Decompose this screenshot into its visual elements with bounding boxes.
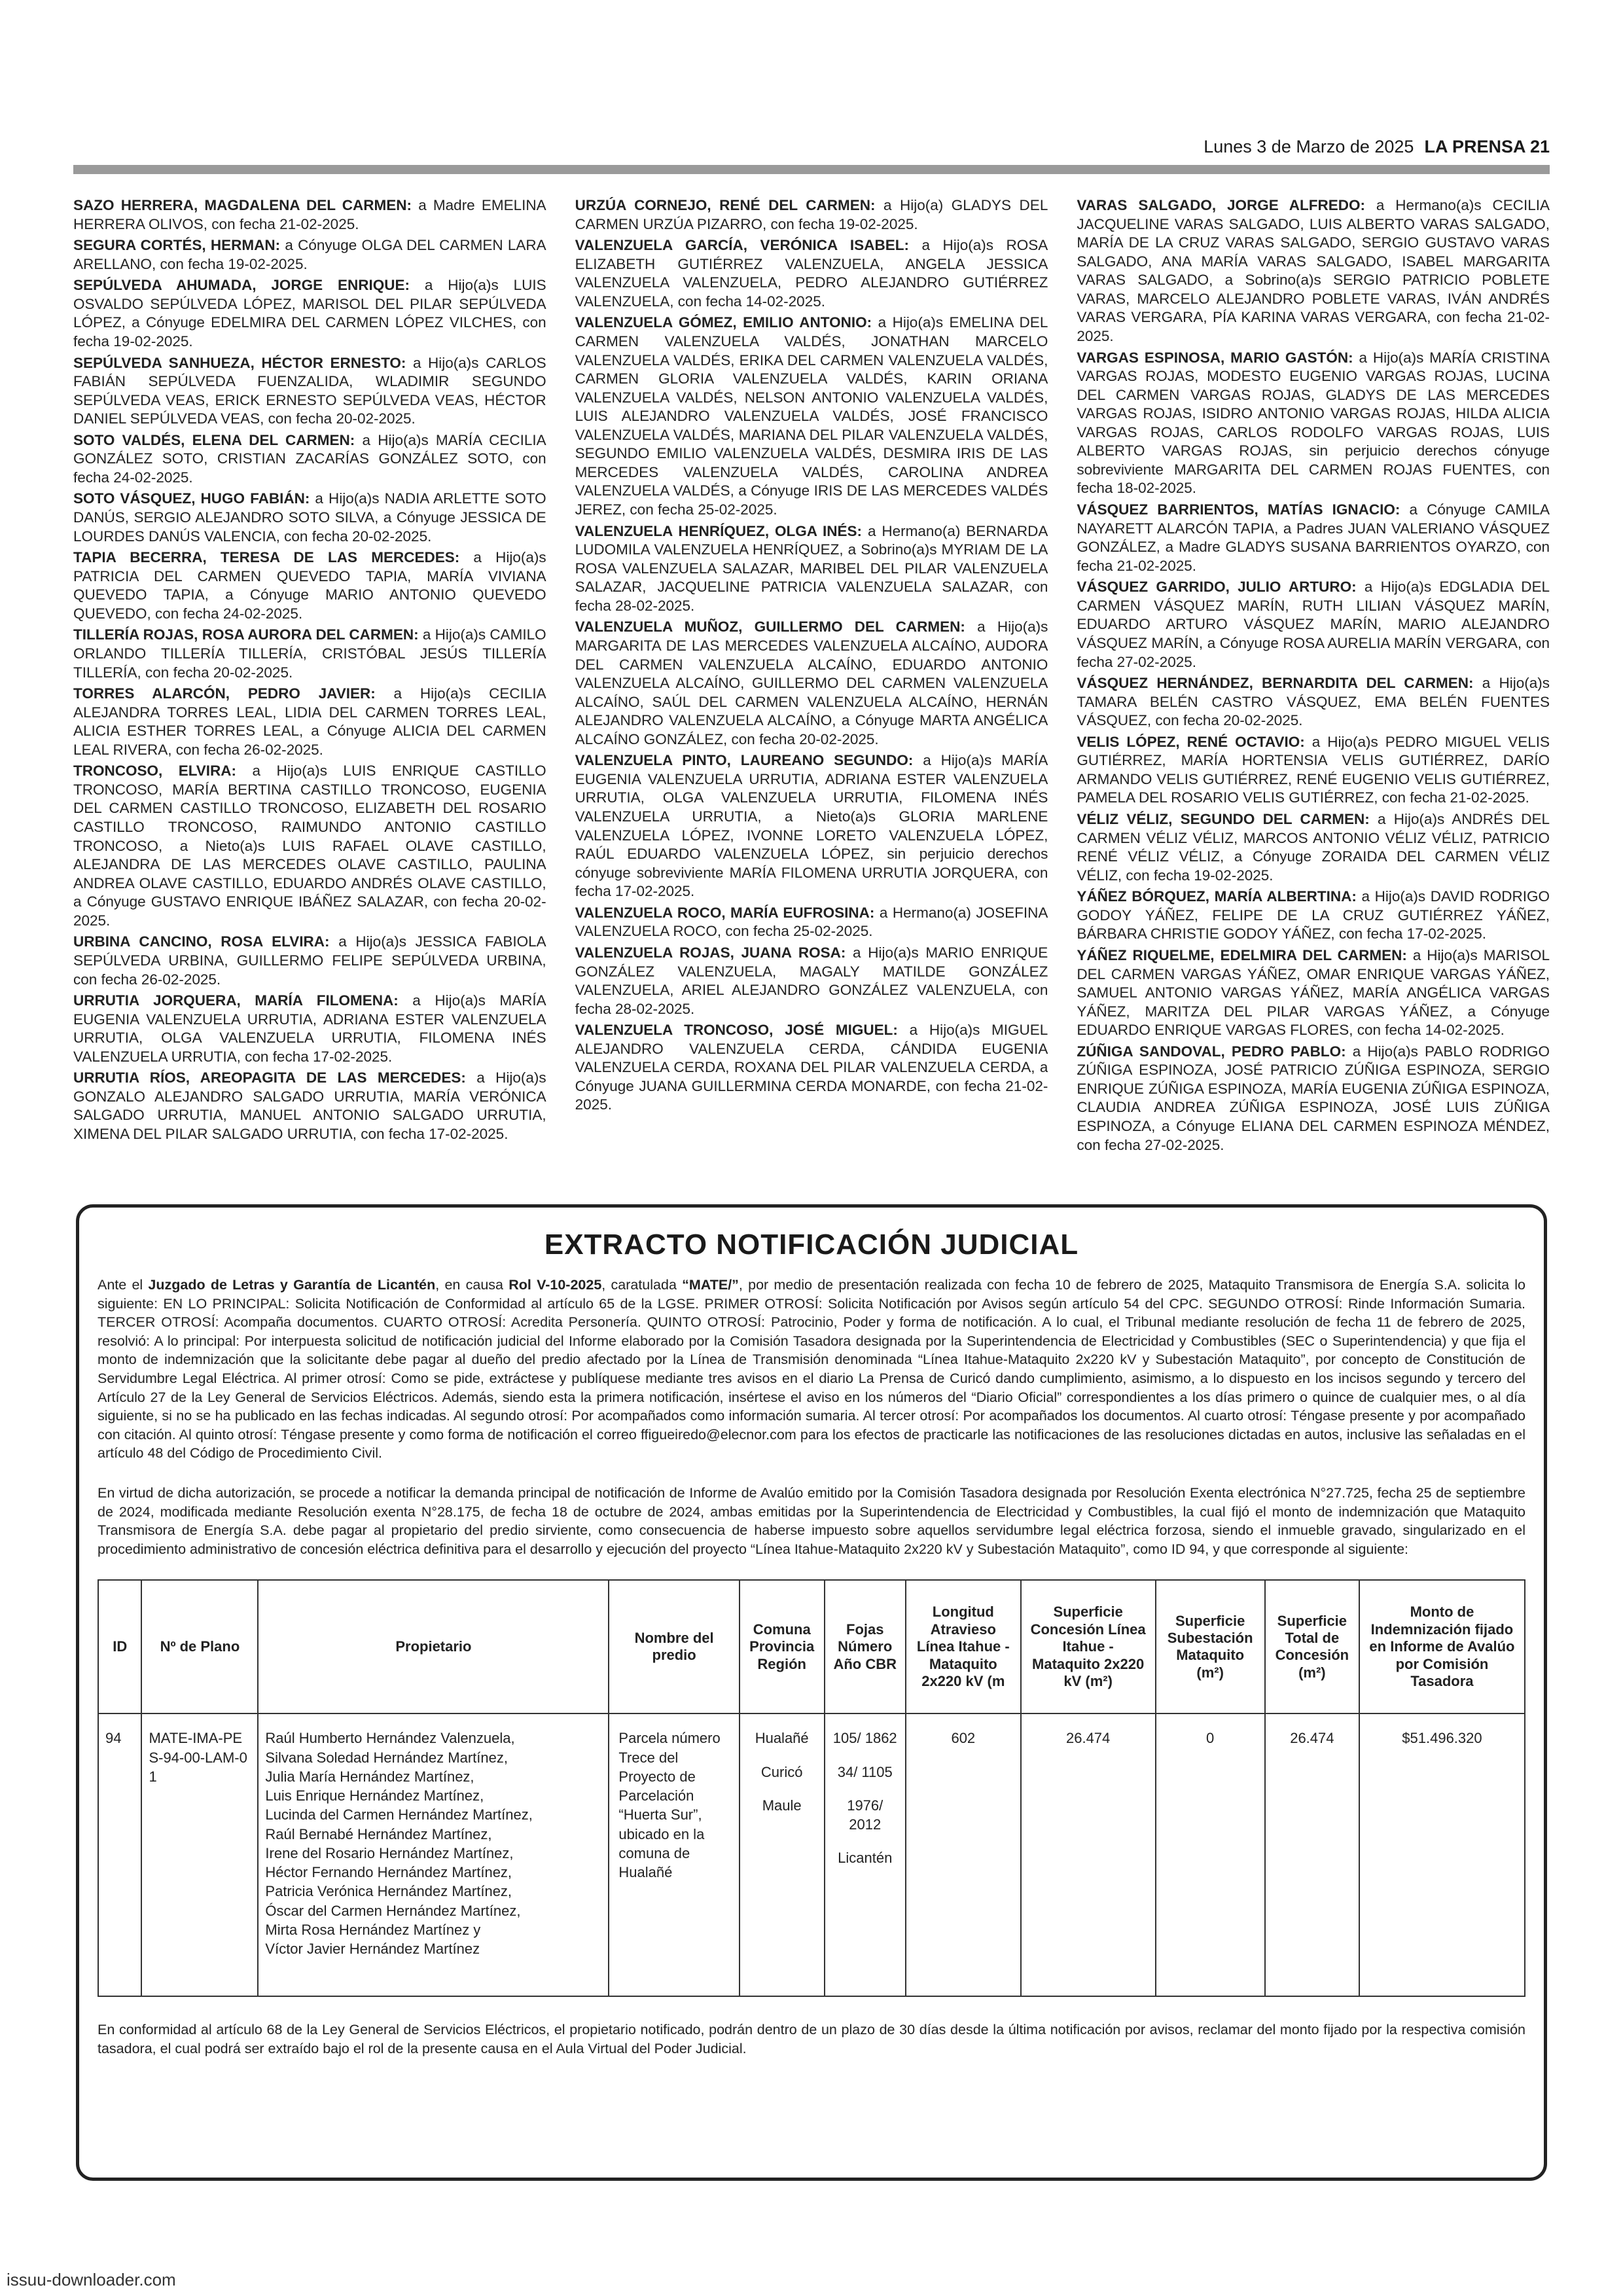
deceased-name: VÉLIZ VÉLIZ, SEGUNDO DEL CARMEN: <box>1077 811 1370 827</box>
deceased-name: YÁÑEZ RIQUELME, EDELMIRA DEL CARMEN: <box>1077 946 1407 963</box>
deceased-name: URBINA CANCINO, ROSA ELVIRA: <box>73 933 330 950</box>
obituary-text: a Hijo(a)s PABLO RODRIGO ZÚÑIGA ESPINOZA, JOSÉ PATRICIO ZÚÑIGA ESPINOZA, SERGIO ENRIQUE ZÚÑIGA ESPINOZA, MARÍA EUGENIA ZÚÑIGA ESPINOZA, CLAUDIA ANDREA ZÚÑIGA ESPINOZA, JOSÉ LUIS ZÚÑIGA ESPINOZA, a Cónyuge ELIANA DEL CARMEN ESPINOZA MÉNDEZ, con fecha 27-02-2025. <box>1077 1043 1550 1153</box>
deceased-name: SEPÚLVEDA SANHUEZA, HÉCTOR ERNESTO: <box>73 354 406 371</box>
obituary-entry <box>1077 810 1550 885</box>
deceased-name: VALENZUELA PINTO, LAUREANO SEGUNDO: <box>575 752 914 769</box>
comuna-name: Hualañé <box>755 1730 809 1747</box>
obituary-text: a Hijo(a)s MARÍA EUGENIA VALENZUELA URRUTIA, ADRIANA ESTER VALENZUELA URRUTIA, OLGA VALENZUELA URRUTIA, FILOMENA INÉS VALENZUELA URRUTIA, con fecha 17-02-2025. <box>73 992 546 1065</box>
header-predio: Nombre del predio <box>609 1580 739 1713</box>
header-longitud: Longitud Atravieso Línea Itahue - Mataquito 2x220 kV (m <box>906 1580 1021 1713</box>
obituary-text: a Hijo(a)s GONZALO ALEJANDRO SALGADO URRUTIA, MARÍA VERÓNICA SALGADO URRUTIA, MANUEL ANTONIO SALGADO URRUTIA, XIMENA DEL PILAR SALGADO URRUTIA, con fecha 17-02-2025. <box>73 1069 546 1142</box>
owner-name: Mirta Rosa Hernández Martínez y <box>265 1921 481 1938</box>
header-total: Superficie Total de Concesión (m²) <box>1265 1580 1359 1713</box>
case-rol: Rol V-10-2025 <box>508 1277 602 1293</box>
deceased-name: URRUTIA JORQUERA, MARÍA FILOMENA: <box>73 992 399 1009</box>
table-row <box>98 1713 1525 1996</box>
deceased-name: TILLERÍA ROJAS, ROSA AURORA DEL CARMEN: <box>73 626 419 643</box>
obituary-entry <box>1077 674 1550 730</box>
deceased-name: VÁSQUEZ HERNÁNDEZ, BERNARDITA DEL CARMEN: <box>1077 675 1474 692</box>
deceased-name: VALENZUELA MUÑOZ, GUILLERMO DEL CARMEN: <box>575 619 965 636</box>
cell-monto: $51.496.320 <box>1359 1713 1525 1996</box>
obituary-text: a Cónyuge OLGA DEL CARMEN LARA ARELLANO, con fecha 19-02-2025. <box>73 237 546 272</box>
obituary-column-1 <box>73 196 546 1178</box>
owner-name: Luis Enrique Hernández Martínez, <box>265 1787 484 1804</box>
obituary-entry <box>1077 733 1550 808</box>
obituary-text: a Hijo(a) GLADYS DEL CARMEN URZÚA PIZARRO, con fecha 19-02-2025. <box>575 197 1048 232</box>
obituary-text: a Cónyuge CAMILA NAYARETT ALARCÓN TAPIA, a Padres JUAN VALERIANO VÁSQUEZ GONZÁLEZ, a Madre GLADYS SUSANA BARRIENTOS OYARZO, con fecha 21-02-2025. <box>1077 501 1550 574</box>
obituary-columns <box>73 196 1550 1178</box>
obituary-text: a Hijo(a)s CECILIA ALEJANDRA TORRES LEAL, LIDIA DEL CARMEN TORRES LEAL, ALICIA ESTHER TORRES LEAL, a Cónyuge ALICIA DEL CARMEN LEAL RIVERA, con fecha 26-02-2025. <box>73 685 546 758</box>
obituary-text: a Hijo(a)s MARÍA EUGENIA VALENZUELA URRUTIA, ADRIANA ESTER VALENZUELA URRUTIA, OLGA VALENZUELA URRUTIA, FILOMENA INÉS VALENZUELA URRUTIA, a Nieto(a)s GLORIA MARLENE VALENZUELA LÓPEZ, IVONNE LORETO VALENZUELA LÓPEZ, RAÚL EDUARDO VALENZUELA LÓPEZ, sin perjuicio derechos cónyuge sobreviviente MARÍA FILOMENA URRUTIA JORQUERA, con fecha 17-02-2025. <box>575 752 1048 900</box>
obituary-column-3 <box>1077 196 1550 1178</box>
newspaper-brand: LA PRENSA 21 <box>1424 137 1550 156</box>
owner-name: Irene del Rosario Hernández Martínez, <box>265 1844 514 1861</box>
obituary-entry <box>73 236 546 274</box>
obituary-text: a Hijo(a)s ROSA ELIZABETH GUTIÉRREZ VALENZUELA, ANGELA JESSICA VALENZUELA VALENZUELA, PEDRO ALEJANDRO GUTIÉRREZ VALENZUELA, con fecha 14-02-2025. <box>575 237 1048 310</box>
court-name: Juzgado de Letras y Garantía de Licantén <box>148 1277 436 1293</box>
obituary-entry <box>73 626 546 682</box>
obituary-text: a Hijo(a)s MIGUEL ALEJANDRO VALENZUELA CERDA, CÁNDIDA EUGENIA VALENZUELA CERDA, ROXANA DEL PILAR VALENZUELA CERDA, a Cónyuge JUANA GUILLERMINA CERDA MONARDE, con fecha 21-02-2025. <box>575 1022 1048 1113</box>
region-name: Maule <box>762 1797 802 1814</box>
obituary-entry <box>575 196 1048 234</box>
deceased-name: VALENZUELA GARCÍA, VERÓNICA ISABEL: <box>575 237 909 254</box>
deceased-name: SEPÚLVEDA AHUMADA, JORGE ENRIQUE: <box>73 277 410 294</box>
deceased-name: URRUTIA RÍOS, AREOPAGITA DE LAS MERCEDES: <box>73 1069 466 1086</box>
obituary-entry <box>73 992 546 1066</box>
obituary-entry <box>1077 349 1550 499</box>
cbr-value: Licantén <box>838 1850 893 1867</box>
deceased-name: VALENZUELA ROJAS, JUANA ROSA: <box>575 944 846 961</box>
obituary-entry <box>1077 1043 1550 1155</box>
obituary-entry <box>1077 888 1550 944</box>
obituary-text: a Hijo(a)s EDGLADIA DEL CARMEN VÁSQUEZ MARÍN, RUTH LILIAN VÁSQUEZ MARÍN, EDUARDO ARTURO VÁSQUEZ MARÍN, MARIO ALEJANDRO VÁSQUEZ MARÍN, a Cónyuge ROSA AURELIA MARÍN VERGARA, con fecha 27-02-2025. <box>1077 579 1550 670</box>
anio-value: 1976/ 2012 <box>847 1797 883 1833</box>
obituary-text: a Hijo(a)s ANDRÉS DEL CARMEN VÉLIZ VÉLIZ, MARCOS ANTONIO VÉLIZ VÉLIZ, PATRICIO RENÉ VÉLIZ VÉLIZ, a Cónyuge ZORAIDA DEL CARMEN VÉLIZ VÉLIZ, con fecha 19-02-2025. <box>1077 811 1550 884</box>
obituary-text: a Hermano(a) BERNARDA LUDOMILA VALENZUELA HENRÍQUEZ, a Sobrino(a)s MYRIAM DE LA ROSA VALENZUELA SALAZAR, MARIBEL DEL PILAR VALENZUELA SALAZAR, JACQUELINE PATRICIA VALENZUELA SALAZAR, con fecha 28-02-2025. <box>575 522 1048 614</box>
obituary-text: a Hijo(a)s MARÍA CRISTINA VARGAS ROJAS, MODESTO EUGENIO VARGAS ROJAS, LUCINA DEL CARMEN VARGAS ROJAS, GLADYS DE LAS MERCEDES VARGAS ROJAS, ISIDRO ANTONIO VARGAS ROJAS, HILDA ALICIA VARGAS ROJAS, CARLOS RODOLFO VARGAS ROJAS, LUIS ALBERTO VARGAS ROJAS, sin perjuicio derechos cónyuge sobreviviente MARGARITA DEL CARMEN ROJAS FUENTES, con fecha 18-02-2025. <box>1077 349 1550 497</box>
header-propietario: Propietario <box>258 1580 609 1713</box>
obituary-text: a Hijo(a)s DAVID RODRIGO GODOY YÁÑEZ, FELIPE DE LA CRUZ GUTIÉRREZ YÁÑEZ, BÁRBARA CHRISTIE GODOY YÁÑEZ, con fecha 17-02-2025. <box>1077 888 1550 942</box>
obituary-entry <box>73 762 546 930</box>
deceased-name: SOTO VÁSQUEZ, HUGO FABIÁN: <box>73 490 310 507</box>
obituary-text: a Hijo(a)s NADIA ARLETTE SOTO DANÚS, SERGIO ALEJANDRO SOTO SILVA, a Cónyuge JESSICA DE LOURDES DANÚS VALENCIA, con fecha 20-02-2025. <box>73 490 546 545</box>
deceased-name: SAZO HERRERA, MAGDALENA DEL CARMEN: <box>73 197 412 213</box>
obituary-text: a Hijo(a)s CAMILO ORLANDO TILLERÍA TILLERÍA, CRISTÓBAL JESÚS TILLERÍA TILLERÍA, con fecha 20-02-2025. <box>73 626 546 681</box>
deceased-name: VÁSQUEZ BARRIENTOS, MATÍAS IGNACIO: <box>1077 501 1400 518</box>
deceased-name: YÁÑEZ BÓRQUEZ, MARÍA ALBERTINA: <box>1077 888 1357 905</box>
header-fojas: Fojas Número Año CBR <box>825 1580 906 1713</box>
owner-name: Óscar del Carmen Hernández Martínez, <box>265 1902 521 1919</box>
deceased-name: URZÚA CORNEJO, RENÉ DEL CARMEN: <box>575 197 876 213</box>
judicial-notice-box <box>76 1204 1547 2181</box>
header-monto: Monto de Indemnización fijado en Informe de Avalúo por Comisión Tasadora <box>1359 1580 1525 1713</box>
owner-name: Víctor Javier Hernández Martínez <box>265 1941 480 1958</box>
table-header-row <box>98 1580 1525 1713</box>
notice-title: EXTRACTO NOTIFICACIÓN JUDICIAL <box>544 1229 1079 1261</box>
obituary-entry <box>73 276 546 351</box>
obituary-entry <box>575 904 1048 941</box>
deceased-name: VÁSQUEZ GARRIDO, JULIO ARTURO: <box>1077 579 1357 596</box>
owners-list <box>265 1729 601 1958</box>
deceased-name: VALENZUELA GÓMEZ, EMILIO ANTONIO: <box>575 314 872 331</box>
cell-fojas <box>825 1713 906 1996</box>
deceased-name: VARAS SALGADO, JORGE ALFREDO: <box>1077 197 1366 213</box>
obituary-entry <box>73 1069 546 1143</box>
cell-plano: MATE-IMA-PES-94-00-LAM-01 <box>141 1713 258 1996</box>
obituary-text: a Hermano(a)s CECILIA JACQUELINE VARAS SALGADO, LUIS ALBERTO VARAS SALGADO, MARÍA DE LA CRUZ VARAS SALGADO, SERGIO GUSTAVO VARAS SALGADO, ANA MARÍA VARAS SALGADO, ISABEL MARGARITA VARAS SALGADO, a Sobrino(a)s SERGIO PATRICIO POBLETE VARAS, MARCELO ALEJANDRO POBLETE VARAS, IVÁN ANDRÉS VARAS VERGARA, PÍA KARINA VARAS VERGARA, con fecha 21-02-2025. <box>1077 197 1550 344</box>
obituary-text: a Hijo(a)s LUIS OSVALDO SEPÚLVEDA LÓPEZ, MARISOL DEL PILAR SEPÚLVEDA LÓPEZ, a Cónyuge EDELMIRA DEL CARMEN LÓPEZ VILCHES, con fecha 19-02-2025. <box>73 277 546 350</box>
obituary-entry <box>575 236 1048 311</box>
deceased-name: SOTO VALDÉS, ELENA DEL CARMEN: <box>73 431 355 448</box>
page-header <box>73 135 1550 157</box>
fojas-value: 105/ 1862 <box>832 1730 897 1747</box>
owner-name: Patricia Verónica Hernández Martínez, <box>265 1883 512 1900</box>
obituary-text: a Hijo(a)s JESSICA FABIOLA SEPÚLVEDA URBINA, GUILLERMO FELIPE SEPÚLVEDA URBINA, con fecha 26-02-2025. <box>73 933 546 988</box>
cell-subestacion: 0 <box>1156 1713 1265 1996</box>
provincia-name: Curicó <box>760 1763 803 1780</box>
obituary-text: a Hijo(a)s CARLOS FABIÁN SEPÚLVEDA FUENZALIDA, WLADIMIR SEGUNDO SEPÚLVEDA VEAS, ERICK ERNESTO SEPÚLVEDA VEAS, HÉCTOR DANIEL SEPÚLVEDA VEAS, con fecha 20-02-2025. <box>73 354 546 427</box>
deceased-name: SEGURA CORTÉS, HERMAN: <box>73 237 281 254</box>
obituary-text: a Hijo(a)s MARISOL DEL CARMEN VARGAS YÁÑEZ, OMAR ENRIQUE VARGAS YÁÑEZ, SAMUEL ANTONIO VARGAS YÁÑEZ, MARÍA ANGÉLICA VARGAS YÁÑEZ, MARITZA DEL PILAR VARGAS YÁÑEZ, a Cónyuge EDUARDO ENRIQUE VARGAS FLORES, con fecha 14-02-2025. <box>1077 946 1550 1039</box>
obituary-entry <box>73 933 546 989</box>
header-rule <box>73 165 1550 174</box>
watermark: issuu-downloader.com <box>7 2270 176 2289</box>
obituary-text: a Hijo(a)s LUIS ENRIQUE CASTILLO TRONCOSO, MARÍA BERTINA CASTILLO TRONCOSO, EUGENIA DEL CARMEN CASTILLO TRONCOSO, ELIZABETH DEL ROSARIO CASTILLO TRONCOSO, RAIMUNDO ANTONIO CASTILLO TRONCOSO, a Nieto(a)s LUIS RAFAEL OLAVE CASTILLO, ALEJANDRA DE LAS MERCEDES OLAVE CASTILLO, PAULINA ANDREA OLAVE CASTILLO, EDUARDO ANDRÉS OLAVE CASTILLO, a Cónyuge GUSTAVO ENRIQUE IBÁÑEZ SALAZAR, con fecha 20-02-2025. <box>73 762 546 929</box>
notice-paragraph-2: En virtud de dicha autorización, se procede a notificar la demanda principal de notificación de Informe de Avalúo emitido por la Comisión Tasadora designada por Resolución Exenta electrónica N°27.725, fecha 25 de septiembre de 2024, modificada mediante Resolución exenta N°28.175, de fecha 18 de octubre de 2024, ambas emitidas por la Superintendencia de Electricidad y Combustibles, la cual fijó el monto de indemnización que Mataquito Transmisora de Energía S.A. debe pagar al propietario del predio sirviente, como consecuencia de haberse impuesto sobre aquellos servidumbre legal eléctrica forzosa, siendo el inmueble gravado, singularizado en el procedimiento administrativo de concesión eléctrica definitiva para el desarrollo y ejecución del proyecto “Línea Itahue-Mataquito 2x220 kV y Subestación Mataquito”, como ID 94, y que corresponde al siguiente: <box>98 1484 1525 1557</box>
owner-name: Raúl Bernabé Hernández Martínez, <box>265 1825 492 1842</box>
publication-date: Lunes 3 de Marzo de 2025 <box>1204 137 1414 156</box>
header-plano: Nº de Plano <box>141 1580 258 1713</box>
obituary-text: a Hijo(a)s MARGARITA DE LAS MERCEDES VALENZUELA ALCAÍNO, AUDORA DEL CARMEN VALENZUELA ALCAÍNO, EDUARDO ANTONIO VALENZUELA ALCAÍNO, GUILLERMO DEL CARMEN VALENZUELA ALCAÍNO, SAÚL DEL CARMEN VALENZUELA ALCAÍNO, HERNÁN ALEJANDRO VALENZUELA ALCAÍNO, a Cónyuge MARTA ANGÉLICA ALCAÍNO GONZÁLEZ, con fecha 20-02-2025. <box>575 619 1048 747</box>
owner-name: Raúl Humberto Hernández Valenzuela, <box>265 1730 515 1747</box>
obituary-text: a Hermano(a) JOSEFINA VALENZUELA ROCO, con fecha 25-02-2025. <box>575 904 1048 940</box>
obituary-text: a Madre EMELINA HERRERA OLIVOS, con fecha 21-02-2025. <box>73 197 546 232</box>
header-comuna: Comuna Provincia Región <box>740 1580 825 1713</box>
owner-name: Julia María Hernández Martínez, <box>265 1768 474 1785</box>
obituary-entry <box>575 751 1048 901</box>
obituary-entry <box>1077 501 1550 575</box>
obituary-entry <box>575 314 1048 519</box>
cell-longitud: 602 <box>906 1713 1021 1996</box>
case-caption: “MATE/” <box>682 1277 739 1293</box>
deceased-name: VALENZUELA TRONCOSO, JOSÉ MIGUEL: <box>575 1022 898 1039</box>
cell-total: 26.474 <box>1265 1713 1359 1996</box>
obituary-entry <box>73 548 546 623</box>
deceased-name: ZÚÑIGA SANDOVAL, PEDRO PABLO: <box>1077 1043 1346 1060</box>
header-concesion: Superficie Concesión Línea Itahue - Mataquito 2x220 kV (m²) <box>1021 1580 1156 1713</box>
cell-comuna <box>740 1713 825 1996</box>
property-table <box>98 1579 1525 1997</box>
obituary-entry <box>73 431 546 488</box>
obituary-entry <box>73 490 546 546</box>
deceased-name: TAPIA BECERRA, TERESA DE LAS MERCEDES: <box>73 549 460 566</box>
obituary-entry <box>575 522 1048 616</box>
numero-value: 34/ 1105 <box>837 1763 893 1780</box>
obituary-text: a Hijo(a)s MARIO ENRIQUE GONZÁLEZ VALENZUELA, MAGALY MATILDE GONZÁLEZ VALENZUELA, ARIEL ALEJANDRO GONZÁLEZ VALENZUELA, con fecha 28-02-2025. <box>575 944 1048 1017</box>
obituary-text: a Hijo(a)s TAMARA BELÉN CASTRO VÁSQUEZ, EMA BELÉN FUENTES VÁSQUEZ, con fecha 20-02-2025. <box>1077 675 1550 729</box>
obituary-text: a Hijo(a)s MARÍA CECILIA GONZÁLEZ SOTO, CRISTIAN ZACARÍAS GONZÁLEZ SOTO, con fecha 24-02-2025. <box>73 431 546 486</box>
obituary-entry <box>73 685 546 759</box>
obituary-entry <box>575 1021 1048 1115</box>
deceased-name: VARGAS ESPINOSA, MARIO GASTÓN: <box>1077 349 1353 366</box>
header-subestacion: Superficie Subestación Mataquito (m²) <box>1156 1580 1265 1713</box>
obituary-entry <box>73 196 546 234</box>
header-id: ID <box>98 1580 141 1713</box>
owner-name: Lucinda del Carmen Hernández Martínez, <box>265 1806 533 1823</box>
deceased-name: VELIS LÓPEZ, RENÉ OCTAVIO: <box>1077 733 1305 750</box>
notice-paragraph-1: Ante el Juzgado de Letras y Garantía de Licantén, en causa Rol V-10-2025, caratulada “MATE/”, por medio de presentación realizada con fecha 10 de febrero de 2025, Mataquito Transmisora de Energía S.A. solicita lo siguiente: EN LO PRINCIPAL: Solicita Notificación de Conformidad al artículo 65 de la LGSE. PRIMER OTROSÍ: Solicita Notificación por Avisos según artículo 54 del CPC. SEGUNDO OTROSÍ: Rinde Información Sumaria. TERCER OTROSÍ: Acompaña documentos. CUARTO OTROSÍ: Acredita Personería. QUINTO OTROSÍ: Patrocinio, Poder y forma de notificación. A lo cual, el Tribunal mediante resolución de fecha 11 de febrero de 2025, resolvió: A lo principal: Por interpuesta solicitud de notificación judicial del Informe elaborado por la Comisión Tasadora designada por la Superintendencia de Electricidad y Combustibles (SEC o Superintendencia) y que fija el monto de indemnización que la solicitante debe pagar al dueño del predio afectado por la Línea de Transmisión denominada “Línea Itahue-Mataquito 2x220 kV y Subestación Mataquito”, por concepto de Constitución de Servidumbre Legal Eléctrica. Al primer otrosí: Como se pide, extráctese y publíquese mediante tres avisos en el diario La Prensa de Curicó dando cumplimiento, asimismo, a lo dispuesto en los incisos segundo y tercero del Artículo 27 de la Ley General de Servicios Eléctricos. Además, siendo esta la primera notificación, insértese el aviso en los números del “Diario Oficial” correspondientes a los días primero o quince de cualquier mes, o al día siguiente, si no se ha publicado en las fechas indicadas. Al segundo otrosí: Por acompañados como información sumaria. Al tercer otrosí: Por acompañados los documentos. Al cuarto otrosí: Téngase presente y por acompañado con citación. Al quinto otrosí: Téngase presente y como forma de notificación el correo ffigueiredo@elecnor.com para los efectos de practicarle las notificaciones de las resoluciones dictadas en autos, inclusive las señaladas en el artículo 48 del Código de Procedimiento Civil. <box>98 1277 1525 1462</box>
obituary-entry <box>1077 196 1550 346</box>
cell-owners <box>258 1713 609 1996</box>
deceased-name: TRONCOSO, ELVIRA: <box>73 762 237 780</box>
notice-paragraph-3: En conformidad al artículo 68 de la Ley General de Servicios Eléctricos, el propietario notificado, podrán dentro de un plazo de 30 días desde la última notificación por avisos, reclamar del monto fijado por la respectiva comisión tasadora, el cual podrá ser extraído bajo el rol de la presente causa en el Aula Virtual del Poder Judicial. <box>98 2022 1525 2056</box>
obituary-entry <box>575 618 1048 749</box>
deceased-name: VALENZUELA ROCO, MARÍA EUFROSINA: <box>575 904 875 921</box>
obituary-entry <box>1077 578 1550 672</box>
obituary-text: a Hijo(a)s PEDRO MIGUEL VELIS GUTIÉRREZ, MARÍA HORTENSIA VELIS GUTIÉRREZ, DARÍO ARMANDO VELIS GUTIÉRREZ, RENÉ EUGENIO VELIS GUTIÉRREZ, PAMELA DEL ROSARIO VELIS GUTIÉRREZ, con fecha 21-02-2025. <box>1077 733 1550 806</box>
obituary-text: a Hijo(a)s PATRICIA DEL CARMEN QUEVEDO TAPIA, MARÍA VIVIANA QUEVEDO TAPIA, a Cónyuge MARIO ANTONIO QUEVEDO QUEVEDO, con fecha 24-02-2025. <box>73 549 546 622</box>
deceased-name: VALENZUELA HENRÍQUEZ, OLGA INÉS: <box>575 522 863 539</box>
obituary-entry <box>73 354 546 429</box>
owner-name: Silvana Soledad Hernández Martínez, <box>265 1749 508 1766</box>
cell-id: 94 <box>98 1713 141 1996</box>
obituary-text: a Hijo(a)s EMELINA DEL CARMEN VALENZUELA VALDÉS, JONATHAN MARCELO VALENZUELA VALDÉS, ERIKA DEL CARMEN VALENZUELA VALDÉS, CARMEN GLORIA VALENZUELA VALDÉS, KARIN ORIANA VALENZUELA VALDÉS, NELSON ANTONIO VALENZUELA VALDÉS, LUIS ALEJANDRO VALENZUELA VALDÉS, JOSÉ FRANCISCO VALENZUELA VALDÉS, MARIANA DEL PILAR VALENZUELA VALDÉS, SEGUNDO EMILIO VALENZUELA VALDÉS, DESMIRA IRIS DE LAS MERCEDES VALENZUELA VALDÉS, CAROLINA ANDREA VALENZUELA VALDÉS, a Cónyuge IRIS DE LAS MERCEDES VALDÉS JEREZ, con fecha 25-02-2025. <box>575 314 1048 518</box>
obituary-column-2 <box>575 196 1048 1178</box>
deceased-name: TORRES ALARCÓN, PEDRO JAVIER: <box>73 685 376 702</box>
cell-predio: Parcela número Trece del Proyecto de Parcelación “Huerta Sur”, ubicado en la comuna de Hualañé <box>609 1713 739 1996</box>
cell-concesion: 26.474 <box>1021 1713 1156 1996</box>
owner-name: Héctor Fernando Hernández Martínez, <box>265 1864 512 1881</box>
obituary-entry <box>575 944 1048 1018</box>
obituary-entry <box>1077 946 1550 1040</box>
